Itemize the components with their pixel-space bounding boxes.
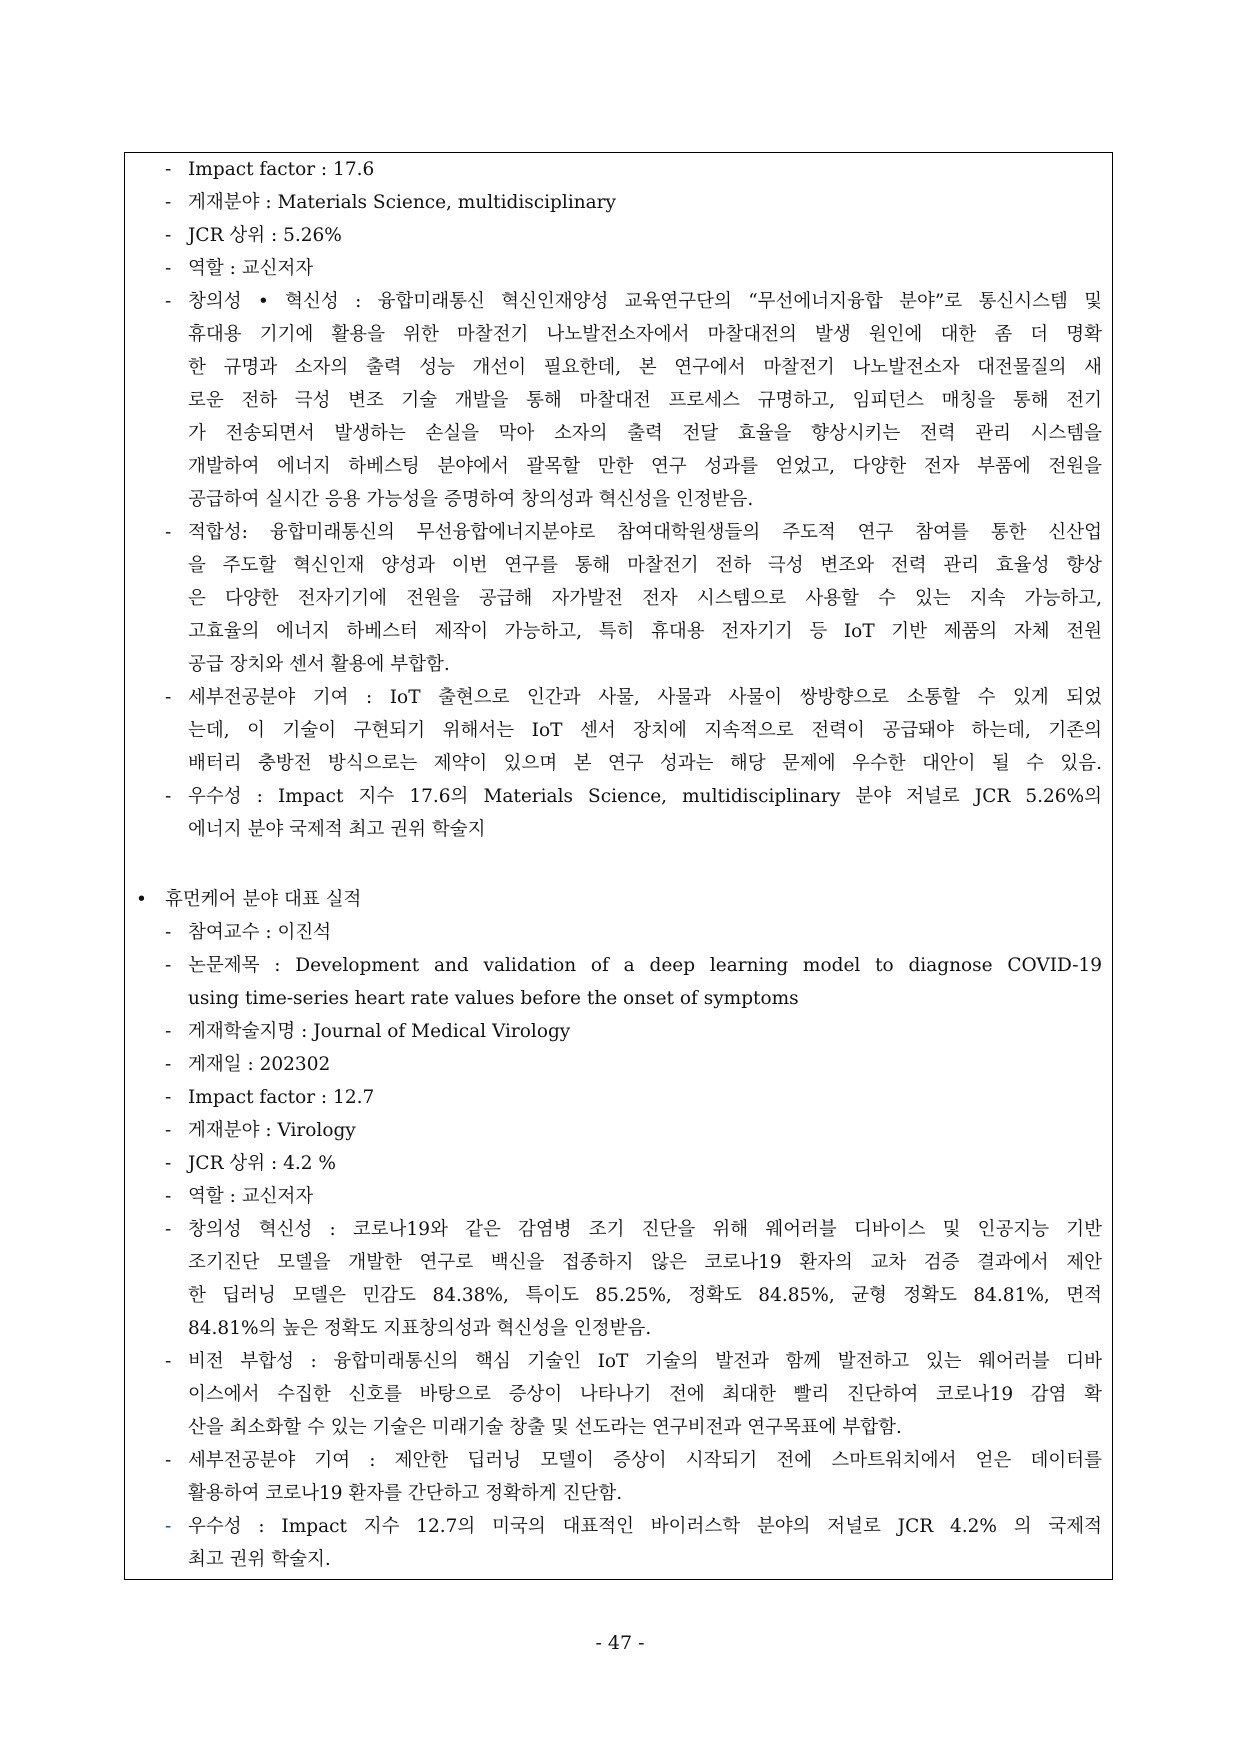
bullet-marker: • bbox=[136, 889, 147, 910]
dash-marker: - bbox=[165, 955, 172, 976]
dash-marker: - bbox=[165, 1087, 172, 1108]
dash-marker: - bbox=[165, 687, 172, 708]
creativity-text: 로운 전하 극성 변조 기술 개발을 통해 마찰대전 프로세스 규명하고, 임피던스 매칭을 통해 전기 bbox=[188, 390, 1102, 411]
journal-name: 게재학술지명 : Journal of Medical Virology bbox=[188, 1021, 571, 1042]
section-heading bbox=[125, 883, 1112, 916]
dash-marker: - bbox=[165, 1021, 172, 1042]
dash-marker: - bbox=[165, 1186, 172, 1207]
list-item bbox=[125, 1015, 1112, 1048]
list-item bbox=[125, 1510, 1112, 1543]
paper-title: 논문제목 : Development and validation of a deep learning model to diagnose COVID-19 bbox=[188, 955, 1102, 976]
list-item bbox=[125, 949, 1112, 982]
creativity-text: 가 전송되면서 발생하는 손실을 막아 소자의 출력 전달 효율을 향상시키는 전력 관리 시스템을 bbox=[188, 423, 1102, 444]
dash-marker: - bbox=[165, 1120, 172, 1141]
list-item bbox=[125, 1114, 1112, 1147]
dash-marker: - bbox=[165, 1054, 172, 1075]
suitability-text: 을 주도할 혁신인재 양성과 이번 연구를 통해 마찰전기 전하 극성 변조와 전력 관리 효율성 향상 bbox=[188, 555, 1102, 576]
dash-marker: - bbox=[165, 1153, 172, 1174]
dash-marker: - bbox=[165, 258, 172, 279]
page-number: - 47 - bbox=[595, 1632, 645, 1654]
author-role: 역할 : 교신저자 bbox=[188, 258, 314, 279]
creativity-text: 공급하여 실시간 응용 가능성을 증명하여 창의성과 혁신성을 인정받음. bbox=[188, 489, 754, 510]
dash-marker: - bbox=[165, 1351, 172, 1372]
suitability-text: 적합성: 융합미래통신의 무선융합에너지분야로 참여대학원생들의 주도적 연구 참여를 통한 신산업 bbox=[188, 522, 1102, 543]
excellence-text: 우수성 : Impact 지수 17.6의 Materials Science, multidisciplinary 분야 저널로 JCR 5.26%의 bbox=[188, 786, 1102, 807]
dash-marker: - bbox=[165, 291, 172, 312]
impact-factor: Impact factor : 12.7 bbox=[188, 1087, 375, 1108]
paper-title: using time-series heart rate values before the onset of symptoms bbox=[188, 988, 799, 1009]
list-item bbox=[125, 681, 1112, 714]
dash-marker: - bbox=[165, 922, 172, 943]
list-item bbox=[125, 780, 1112, 813]
list-item bbox=[125, 252, 1112, 285]
contribution-text: 배터리 충방전 방식으로는 제약이 있으며 본 연구 성과는 해당 문제에 우수한 대안이 될 수 있음. bbox=[188, 753, 1102, 774]
list-item bbox=[125, 219, 1112, 252]
jcr-rank: JCR 상위 : 4.2 % bbox=[188, 1153, 336, 1174]
vision-text: 산을 최소화할 수 있는 기술은 미래기술 창출 및 선도라는 연구비전과 연구목표에 부합함. bbox=[188, 1417, 902, 1438]
section-title: 휴먼케어 분야 대표 실적 bbox=[165, 889, 362, 910]
jcr-rank: JCR 상위 : 5.26% bbox=[188, 225, 342, 246]
creativity-text: 한 규명과 소자의 출력 성능 개선이 필요한데, 본 연구에서 마찰전기 나노발전소자 대전물질의 새 bbox=[188, 357, 1102, 378]
list-item bbox=[125, 516, 1112, 549]
dash-marker: - bbox=[165, 522, 172, 543]
list-item bbox=[125, 1048, 1112, 1081]
list-item bbox=[125, 1213, 1112, 1246]
suitability-text: 고효율의 에너지 하베스터 제작이 가능하고, 특히 휴대용 전자기기 등 IoT 기반 제품의 자체 전원 bbox=[188, 621, 1102, 642]
creativity-text: 창의성 • 혁신성 : 융합미래통신 혁신인재양성 교육연구단의 “무선에너지융합 분야”로 통신시스템 및 bbox=[188, 291, 1102, 312]
dash-marker: - bbox=[165, 1450, 172, 1471]
vision-text: 이스에서 수집한 신호를 바탕으로 증상이 나타나기 전에 최대한 빨리 진단하여 코로나19 감염 확 bbox=[188, 1384, 1102, 1405]
professor: 참여교수 : 이진석 bbox=[188, 922, 332, 943]
creativity-text: 휴대용 기기에 활용을 위한 마찰전기 나노발전소자에서 마찰대전의 발생 원인에 대한 좀 더 명확 bbox=[188, 324, 1102, 345]
creativity-text: 한 딥러닝 모델은 민감도 84.38%, 특이도 85.25%, 정확도 84.85%, 균형 정확도 84.81%, 면적 bbox=[188, 1285, 1102, 1306]
publication-field: 게재분야 : Materials Science, multidisciplinary bbox=[188, 192, 616, 213]
publication-date: 게재일 : 202302 bbox=[188, 1054, 331, 1075]
dash-marker: - bbox=[165, 192, 172, 213]
dash-marker: - bbox=[165, 1219, 172, 1240]
content-box bbox=[124, 152, 1113, 1580]
list-item bbox=[125, 1444, 1112, 1477]
list-item bbox=[125, 285, 1112, 318]
list-item bbox=[125, 1081, 1112, 1114]
publication-field: 게재분야 : Virology bbox=[188, 1120, 356, 1141]
dash-marker: - bbox=[165, 159, 172, 180]
creativity-text: 개발하여 에너지 하베스팅 분야에서 괄목할 만한 연구 성과를 얻었고, 다양한 전자 부품에 전원을 bbox=[188, 456, 1102, 477]
excellence-text: 에너지 분야 국제적 최고 권위 학술지 bbox=[188, 819, 486, 840]
vision-text: 비전 부합성 : 융합미래통신의 핵심 기술인 IoT 기술의 발전과 함께 발전하고 있는 웨어러블 디바 bbox=[188, 1351, 1102, 1372]
suitability-text: 공급 장치와 센서 활용에 부합함. bbox=[188, 654, 450, 675]
excellence-text: 우수성 : Impact 지수 12.7의 미국의 대표적인 바이러스학 분야의 저널로 JCR 4.2% 의 국제적 bbox=[188, 1516, 1102, 1537]
list-item bbox=[125, 1147, 1112, 1180]
contribution-text: 세부전공분야 기여 : 제안한 딥러닝 모델이 증상이 시작되기 전에 스마트워치에서 얻은 데이터를 bbox=[188, 1450, 1102, 1471]
list-item bbox=[125, 153, 1112, 186]
creativity-text: 조기진단 모델을 개발한 연구로 백신을 접종하지 않은 코로나19 환자의 교차 검증 결과에서 제안 bbox=[188, 1252, 1102, 1273]
creativity-text: 84.81%의 높은 정확도 지표창의성과 혁신성을 인정받음. bbox=[188, 1318, 652, 1339]
creativity-text: 창의성 혁신성 : 코로나19와 같은 감염병 조기 진단을 위해 웨어러블 디바이스 및 인공지능 기반 bbox=[188, 1219, 1102, 1240]
excellence-text: 최고 권위 학술지. bbox=[188, 1549, 331, 1570]
list-item bbox=[125, 916, 1112, 949]
contribution-text: 활용하여 코로나19 환자를 간단하고 정확하게 진단함. bbox=[188, 1483, 623, 1504]
contribution-text: 는데, 이 기술이 구현되기 위해서는 IoT 센서 장치에 지속적으로 전력이 공급돼야 하는데, 기존의 bbox=[188, 720, 1102, 741]
impact-factor: Impact factor : 17.6 bbox=[188, 159, 375, 180]
dash-marker: - bbox=[165, 786, 172, 807]
author-role: 역할 : 교신저자 bbox=[188, 1186, 314, 1207]
list-item bbox=[125, 1345, 1112, 1378]
list-item bbox=[125, 186, 1112, 219]
list-item bbox=[125, 1180, 1112, 1213]
contribution-text: 세부전공분야 기여 : IoT 출현으로 인간과 사물, 사물과 사물이 쌍방향으로 소통할 수 있게 되었 bbox=[188, 687, 1102, 708]
dash-marker: - bbox=[165, 225, 172, 246]
dash-marker: - bbox=[165, 1516, 172, 1537]
suitability-text: 은 다양한 전자기기에 전원을 공급해 자가발전 전자 시스템으로 사용할 수 있는 지속 가능하고, bbox=[188, 588, 1102, 609]
